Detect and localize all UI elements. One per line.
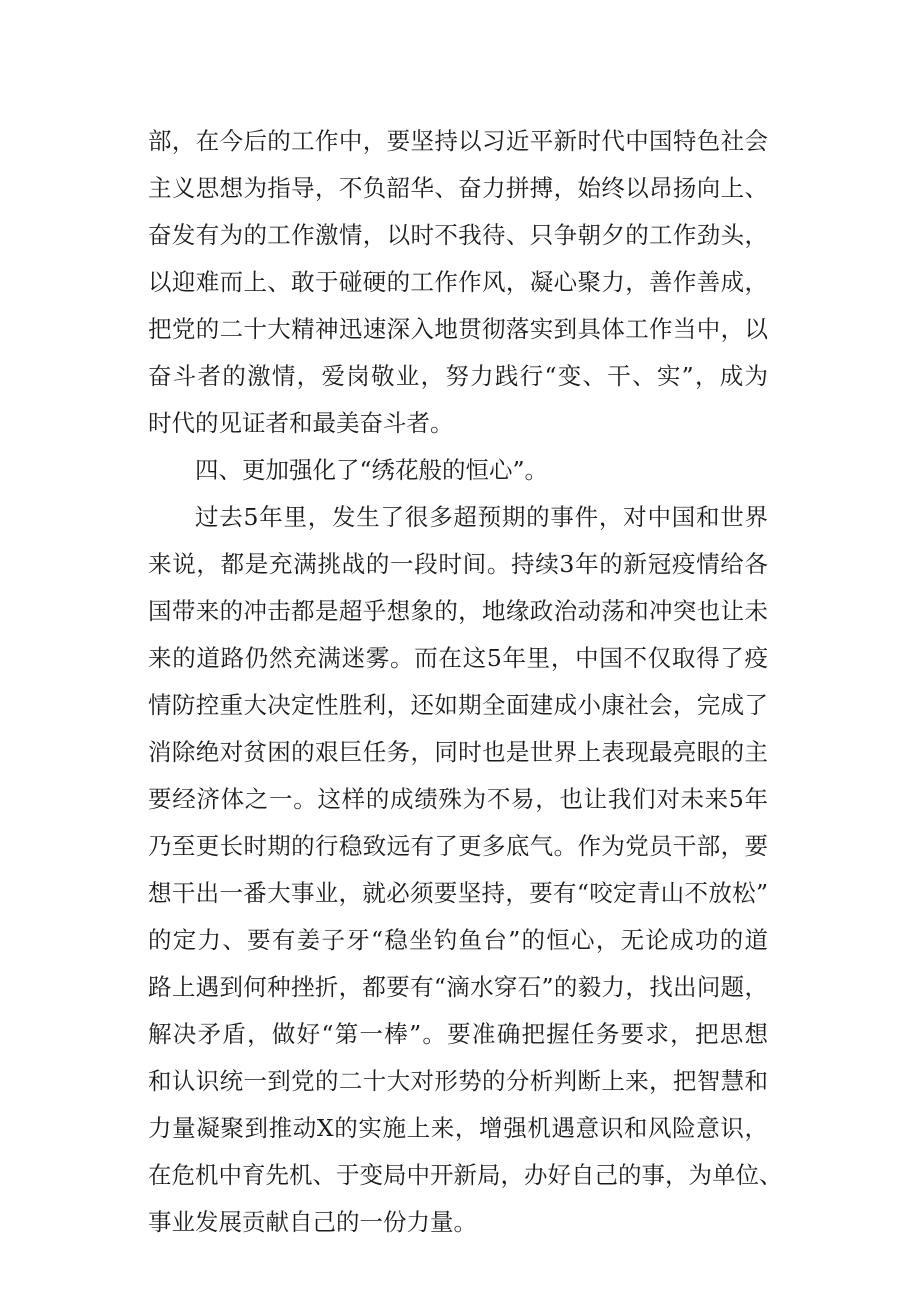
paragraph-main bbox=[148, 494, 783, 1246]
text-line: 的定力、要有姜子牙“稳坐钓鱼台”的恒心，无论成功的道 bbox=[148, 926, 768, 954]
text-line: 路上遇到何种挫折，都要有“滴水穿石”的毅力，找出问题， bbox=[148, 973, 768, 1001]
text-line: 国带来的冲击都是超乎想象的，地缘政治动荡和冲突也让未 bbox=[148, 597, 768, 625]
text-line: 来的道路仍然充满迷雾。而在这5年里，中国不仅取得了疫 bbox=[148, 644, 768, 672]
text-line: 想干出一番大事业，就必须要坚持，要有“咬定青山不放松” bbox=[148, 879, 768, 907]
text-line: 以迎难而上、敢于碰硬的工作作风，凝心聚力，善作善成， bbox=[148, 268, 768, 296]
text-line: 把党的二十大精神迅速深入地贯彻落实到具体工作当中，以 bbox=[148, 315, 768, 343]
text-line: 奋斗者的激情，爱岗敬业，努力践行“变、干、实”，成为 bbox=[148, 362, 768, 390]
section-heading: 四、更加强化了“绣花般的恒心”。 bbox=[195, 456, 549, 484]
document-body bbox=[148, 118, 783, 1246]
text-line: 情防控重大决定性胜利，还如期全面建成小康社会，完成了 bbox=[148, 691, 768, 719]
text-line: 消除绝对贫困的艰巨任务，同时也是世界上表现最亮眼的主 bbox=[148, 738, 768, 766]
text-line: 乃至更长时期的行稳致远有了更多底气。作为党员干部，要 bbox=[148, 832, 768, 860]
text-line: 部，在今后的工作中，要坚持以习近平新时代中国特色社会 bbox=[148, 127, 768, 155]
text-line: 力量凝聚到推动X的实施上来，增强机遇意识和风险意识， bbox=[148, 1114, 768, 1142]
text-line: 过去5年里，发生了很多超预期的事件，对中国和世界 bbox=[195, 503, 768, 531]
text-line: 奋发有为的工作激情，以时不我待、只争朝夕的工作劲头， bbox=[148, 221, 768, 249]
text-line: 解决矛盾，做好“第一棒”。要准确把握任务要求，把思想 bbox=[148, 1020, 768, 1048]
text-line: 和认识统一到党的二十大对形势的分析判断上来，把智慧和 bbox=[148, 1067, 768, 1095]
text-line: 时代的见证者和最美奋斗者。 bbox=[148, 409, 454, 437]
paragraph-continuation bbox=[148, 118, 768, 447]
text-line: 要经济体之一。这样的成绩殊为不易，也让我们对未来5年 bbox=[148, 785, 768, 813]
text-line: 来说，都是充满挑战的一段时间。持续3年的新冠疫情给各 bbox=[148, 550, 768, 578]
text-line: 事业发展贡献自己的一份力量。 bbox=[148, 1208, 477, 1236]
text-line: 主义思想为指导，不负韶华、奋力拼搏，始终以昂扬向上、 bbox=[148, 174, 768, 202]
text-line: 在危机中育先机、于变局中开新局，办好自己的事，为单位、 bbox=[148, 1161, 783, 1189]
